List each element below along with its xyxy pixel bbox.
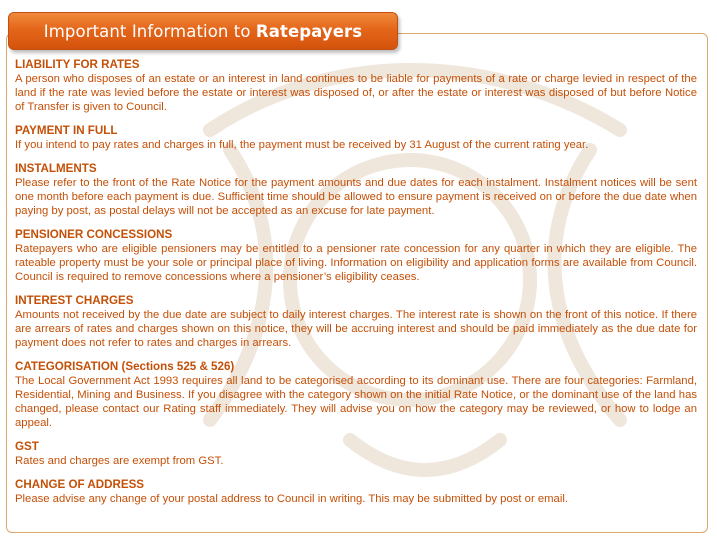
section-pensioner-concessions	[15, 228, 697, 284]
section-interest-charges	[15, 294, 697, 350]
page-title-prefix: Important Information to	[43, 22, 256, 41]
section-body: Rates and charges are exempt from GST.	[15, 455, 224, 467]
section-change-of-address	[15, 478, 697, 506]
section-gst	[15, 440, 697, 468]
section-heading: GST	[15, 440, 39, 453]
section-heading: INTEREST CHARGES	[15, 294, 134, 307]
section-liability-for-rates	[15, 58, 697, 114]
section-body: A person who disposes of an estate or an interest in land continues to be liable for payments of a rate or charge levied in respect of the land if the rate was levied before the estate or interest was disposed of, or after the estate or interest was disposed of but before Notice of Transfer is given to Council.	[15, 73, 697, 113]
section-body: Amounts not received by the due date are subject to daily interest charges. The interest rate is shown on the front of this notice. If there are arrears of rates and charges shown on this notice, they will be accruing interest and should be paid immediately as the due date for payment does not refer to rates and charges in arrears.	[15, 309, 697, 349]
info-content	[15, 58, 697, 516]
section-body: If you intend to pay rates and charges in full, the payment must be received by 31 August of the current rating year.	[15, 139, 589, 151]
section-body: Please refer to the front of the Rate Notice for the payment amounts and due dates for each instalment. Instalment notices will be sent one month before each payment is due. Sufficient time should be allowed to ensure payment is received on or before the due date when paying by post, as postal delays will not be accepted as an excuse for late payment.	[15, 177, 697, 217]
section-body: The Local Government Act 1993 requires all land to be categorised according to its dominant use. There are four categories: Farmland, Residential, Mining and Business. If you disagree with the category shown on the initial Rate Notice, or the dominant use of the land has changed, please contact our Rating staff immediately. They will advise you on how the category may be reviewed, or how to lodge an appeal.	[15, 375, 697, 429]
section-heading: CATEGORISATION (Sections 525 & 526)	[15, 360, 235, 373]
section-heading: INSTALMENTS	[15, 162, 97, 175]
section-body: Please advise any change of your postal address to Council in writing. This may be submitted by post or email.	[15, 493, 568, 505]
title-banner	[8, 12, 398, 50]
section-heading: CHANGE OF ADDRESS	[15, 478, 145, 491]
section-heading: PAYMENT IN FULL	[15, 124, 118, 137]
section-instalments	[15, 162, 697, 218]
section-body: Ratepayers who are eligible pensioners may be entitled to a pensioner rate concession for any quarter in which they are eligible. The rateable property must be your sole or principal place of living. Information on eligibility and application forms are available from Council. Council is required to remove concessions where a pensioner’s eligibility ceases.	[15, 243, 697, 283]
page-title	[9, 22, 397, 41]
section-heading: PENSIONER CONCESSIONS	[15, 228, 173, 241]
page-title-emphasis: Ratepayers	[255, 22, 363, 41]
section-categorisation	[15, 360, 697, 430]
section-heading: LIABILITY FOR RATES	[15, 58, 140, 71]
section-payment-in-full	[15, 124, 697, 152]
